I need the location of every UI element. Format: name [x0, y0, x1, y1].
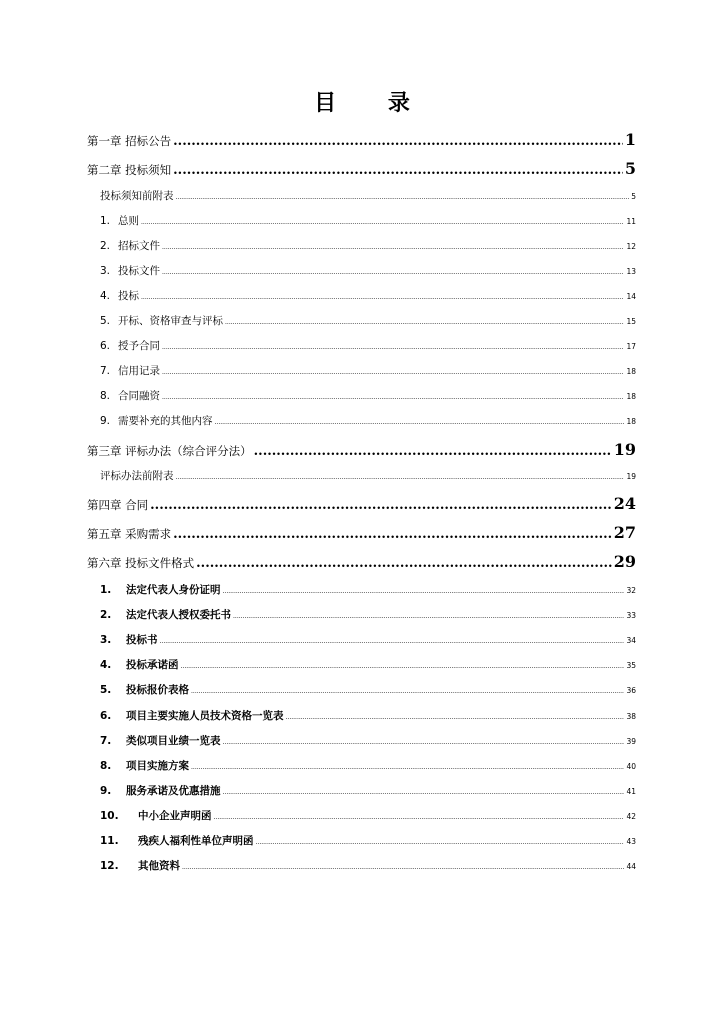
toc-entry[interactable] [100, 758, 636, 773]
toc-chapter-5[interactable] [87, 523, 636, 542]
toc-entry[interactable] [100, 632, 636, 647]
toc-page-number: 29 [613, 552, 636, 571]
toc-number: 11. [100, 835, 119, 847]
toc-entry[interactable] [100, 607, 636, 622]
toc-number: 1. [100, 215, 111, 227]
toc-label: 服务承诺及优惠措施 [126, 785, 221, 797]
toc-page-number: 33 [626, 611, 636, 620]
leader-dots [176, 194, 630, 201]
toc-label: 法定代表人身份证明 [126, 584, 221, 596]
toc-page-number: 36 [626, 686, 636, 695]
toc-label: 投标 [118, 290, 139, 302]
toc-page-number: 35 [626, 661, 636, 670]
toc-page-number: 43 [626, 837, 636, 846]
toc-chapter-6[interactable] [87, 552, 636, 571]
toc-entry[interactable] [100, 858, 636, 873]
leader-dots [191, 764, 624, 771]
toc-number: 3. [100, 265, 111, 277]
toc-entry[interactable] [100, 468, 636, 483]
toc-page-number: 41 [626, 787, 636, 796]
toc-entry[interactable] [100, 657, 636, 672]
toc-label: 中小企业声明函 [138, 810, 212, 822]
toc-label: 第三章 评标办法（综合评分法） [87, 444, 252, 458]
toc-page-number: 17 [626, 342, 636, 351]
leader-dots [173, 134, 623, 149]
toc-number: 5. [100, 315, 111, 327]
toc-number: 6. [100, 710, 112, 722]
toc-label: 开标、资格审查与评标 [118, 315, 223, 327]
leader-dots [196, 556, 612, 571]
toc-number: 6. [100, 340, 111, 352]
toc-entry[interactable] [100, 338, 636, 353]
toc-page-number: 1 [624, 130, 636, 149]
toc-entry[interactable] [100, 808, 636, 823]
toc-label: 第四章 合同 [87, 498, 149, 512]
toc-page-number: 40 [626, 762, 636, 771]
toc-page-number: 34 [626, 636, 636, 645]
toc-entry[interactable] [100, 682, 636, 697]
toc-page-number: 39 [626, 737, 636, 746]
leader-dots [150, 498, 612, 513]
toc-page-number: 15 [626, 317, 636, 326]
toc-chapter-2[interactable] [87, 159, 636, 178]
toc-chapter-1[interactable] [87, 130, 636, 149]
toc-page-number: 27 [613, 523, 636, 542]
toc-label: 第二章 投标须知 [87, 163, 172, 177]
toc-label: 评标办法前附表 [100, 470, 174, 482]
toc-page-number: 19 [626, 472, 636, 481]
toc-label: 项目实施方案 [126, 760, 189, 772]
toc-entry[interactable] [100, 582, 636, 597]
leader-dots [214, 814, 625, 821]
toc-number: 7. [100, 365, 111, 377]
toc-number: 8. [100, 760, 112, 772]
toc-entry[interactable] [100, 188, 636, 203]
leader-dots [223, 739, 625, 746]
toc-entry[interactable] [100, 263, 636, 278]
toc-label: 第五章 采购需求 [87, 527, 172, 541]
page-title: 目 录 [314, 91, 432, 116]
toc-page-number: 32 [626, 586, 636, 595]
toc-entry[interactable] [100, 363, 636, 378]
toc-label: 类似项目业绩一览表 [126, 735, 221, 747]
toc-entry[interactable] [100, 288, 636, 303]
leader-dots [191, 688, 624, 695]
toc-label: 合同融资 [118, 390, 160, 402]
leader-dots [256, 839, 625, 846]
leader-dots [141, 219, 624, 226]
leader-dots [215, 419, 625, 426]
toc-page-number: 24 [613, 494, 636, 513]
leader-dots [162, 269, 624, 276]
toc-entry[interactable] [100, 213, 636, 228]
leader-dots [225, 319, 624, 326]
toc-label: 授予合同 [118, 340, 160, 352]
toc-number: 5. [100, 684, 112, 696]
leader-dots [162, 244, 624, 251]
toc-label: 投标须知前附表 [100, 190, 174, 202]
toc-number: 10. [100, 810, 119, 822]
toc-label: 投标书 [126, 634, 158, 646]
toc-page-number: 14 [626, 292, 636, 301]
toc-page-number: 19 [613, 440, 636, 459]
toc-page-number: 44 [626, 862, 636, 871]
toc-page-number: 13 [626, 267, 636, 276]
toc-label: 法定代表人授权委托书 [126, 609, 231, 621]
leader-dots [173, 163, 623, 178]
toc-page-number: 5 [624, 159, 636, 178]
toc-entry[interactable] [100, 388, 636, 403]
toc-number: 8. [100, 390, 111, 402]
toc-entry[interactable] [100, 238, 636, 253]
toc-entry[interactable] [100, 783, 636, 798]
leader-dots [181, 663, 625, 670]
toc-number: 2. [100, 240, 111, 252]
toc-label: 其他资料 [138, 860, 180, 872]
toc-page-number: 38 [626, 712, 636, 721]
toc-label: 第六章 投标文件格式 [87, 556, 195, 570]
leader-dots [162, 344, 624, 351]
toc-label: 投标文件 [118, 265, 160, 277]
leader-dots [223, 588, 625, 595]
toc-label: 项目主要实施人员技术资格一览表 [126, 710, 284, 722]
toc-label: 信用记录 [118, 365, 160, 377]
toc-page-number: 5 [631, 192, 636, 201]
toc-label: 总则 [118, 215, 139, 227]
toc-page-number: 11 [626, 217, 636, 226]
leader-dots [141, 294, 624, 301]
toc-chapter-4[interactable] [87, 494, 636, 513]
toc-label: 第一章 招标公告 [87, 134, 172, 148]
toc-entry[interactable] [100, 733, 636, 748]
toc-number: 9. [100, 415, 111, 427]
toc-number: 4. [100, 290, 111, 302]
toc-label: 投标报价表格 [126, 684, 189, 696]
leader-dots [162, 369, 624, 376]
toc-page-number: 18 [626, 367, 636, 376]
leader-dots [223, 789, 625, 796]
toc-page-number: 18 [626, 392, 636, 401]
leader-dots [173, 527, 612, 542]
toc-page-number: 42 [626, 812, 636, 821]
toc-chapter-3[interactable] [87, 440, 636, 459]
toc-number: 9. [100, 785, 112, 797]
leader-dots [182, 864, 624, 871]
toc-number: 7. [100, 735, 112, 747]
toc-entry[interactable] [100, 708, 636, 723]
toc-label: 招标文件 [118, 240, 160, 252]
leader-dots [176, 474, 625, 481]
leader-dots [254, 444, 612, 459]
leader-dots [286, 714, 625, 721]
toc-label: 投标承诺函 [126, 659, 179, 671]
toc-label: 需要补充的其他内容 [118, 415, 213, 427]
toc-number: 3. [100, 634, 112, 646]
toc-page-number: 18 [626, 417, 636, 426]
toc-number: 4. [100, 659, 112, 671]
toc-page-number: 12 [626, 242, 636, 251]
toc-entry[interactable] [100, 313, 636, 328]
toc-entry[interactable] [100, 833, 636, 848]
leader-dots [233, 613, 624, 620]
toc-number: 2. [100, 609, 112, 621]
toc-number: 1. [100, 584, 112, 596]
leader-dots [162, 394, 624, 401]
leader-dots [160, 638, 625, 645]
toc-number: 12. [100, 860, 119, 872]
toc-label: 残疾人福利性单位声明函 [138, 835, 254, 847]
toc-entry[interactable] [100, 413, 636, 428]
